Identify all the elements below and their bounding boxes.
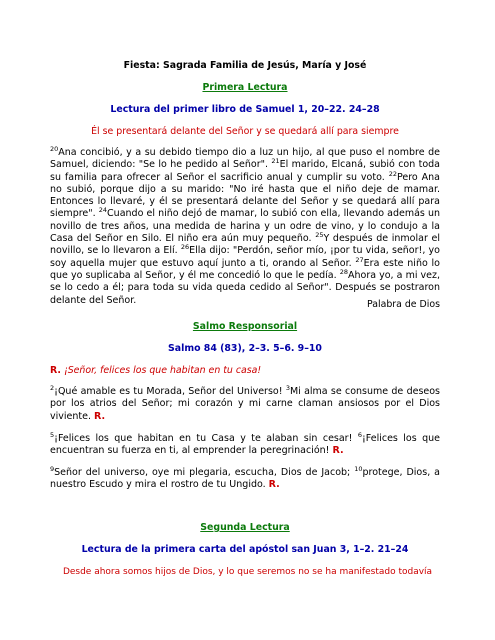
verse-text: ¡Felices los que habitan en tu Casa y te alaban sin cesar! xyxy=(54,433,358,444)
verse-number: 21 xyxy=(271,157,280,166)
first-reading-antiphon: Él se presentará delante del Señor y se quedará allí para siempre xyxy=(91,126,399,137)
verse-number: 10 xyxy=(354,464,363,473)
verse-text: ¡Felices los que encuentran su fuerza en ti, al emprender la peregrinación! xyxy=(50,433,441,457)
verse-number: 28 xyxy=(339,267,348,276)
psalm-heading: Salmo Responsorial xyxy=(192,321,298,332)
verse-text: Ella dijo: "Perdón, señor mío, ¡por tu vida, señor!, yo soy aquella mujer que estuvo aquí junto a ti, orando al Señor. xyxy=(50,245,440,269)
first-reading-heading: Primera Lectura xyxy=(202,82,288,93)
verse-text: protege, Dios, a nuestro Escudo y mira el rostro de tu Ungido. xyxy=(50,467,440,491)
verse-text: Era este niño lo que yo suplicaba al Señor, y él me concedió lo que le pedía. xyxy=(50,257,440,281)
verse-text: Señor del universo, oye mi plegaria, escucha, Dios de Jacob; xyxy=(54,467,355,478)
verse-number: 27 xyxy=(355,255,364,264)
second-reading-antiphon: Desde ahora somos hijos de Dios, y lo que seremos no se ha manifestado todavía xyxy=(62,567,433,577)
second-reading-reference: Lectura de la primera carta del apóstol san Juan 3, 1–2. 21–24 xyxy=(81,544,409,555)
verse-text: Ana concibió, y a su debido tiempo dio a luz un hijo, al que puso el nombre de Samuel, diciendo: "Se lo he pedido al Señor". xyxy=(50,147,440,171)
response-marker: R. xyxy=(332,445,344,457)
first-reading-closing: Palabra de Dios xyxy=(367,299,440,310)
verse-text: El marido, Elcaná, subió con toda su familia para ofrecer al Señor el sacrificio anual y cumplir su voto. xyxy=(50,159,440,183)
verse-text: Ahora yo, a mi vez, se lo cedo a él; para toda su vida queda cedido al Señor". Después se postraron delante del Señor. xyxy=(50,269,441,306)
psalm-stanza-1 xyxy=(50,383,440,423)
verse-number: 5 xyxy=(50,430,55,439)
verse-number: 25 xyxy=(315,230,324,239)
verse-number: 20 xyxy=(50,144,59,153)
response-marker: R. xyxy=(268,479,280,491)
verse-text: Cuando el niño dejó de mamar, lo subió con ella, llevando además un novillo de tres años, una medida de harina y un odre de vino, y lo condujo a la Casa del Señor en Silo. El niño era aún muy pequeño. xyxy=(50,208,441,245)
verse-text: ¡Qué amable es tu Morada, Señor del Universo! xyxy=(54,386,286,397)
verse-number: 6 xyxy=(357,430,362,439)
response-marker: R. xyxy=(94,410,106,422)
verse-number: 3 xyxy=(285,383,290,392)
first-reading-text xyxy=(50,144,441,307)
verse-text: Mi alma se consume de deseos por los atrios del Señor; mi corazón y mi carne claman ansiosos por el Dios viviente. xyxy=(50,386,440,422)
response-label: R. xyxy=(50,365,61,376)
psalm-reference: Salmo 84 (83), 2–3. 5–6. 9–10 xyxy=(168,343,322,354)
verse-number: 9 xyxy=(50,464,55,473)
second-reading-heading: Segunda Lectura xyxy=(200,522,290,533)
psalm-response xyxy=(50,365,440,377)
response-text: ¡Señor, felices los que habitan en tu casa! xyxy=(60,365,262,376)
verse-text: Pero Ana no subió, porque dijo a su marido: "No iré hasta que el niño deje de mamar. Entonces lo llevaré, y él se presentará delante del Señor y se quedará allí para siempre". xyxy=(50,171,441,220)
psalm-stanza-3 xyxy=(50,464,440,492)
verse-number: 26 xyxy=(180,243,190,252)
feast-title: Fiesta: Sagrada Familia de Jesús, María y José xyxy=(123,60,367,71)
verse-number: 22 xyxy=(388,169,397,178)
verse-number: 24 xyxy=(98,206,108,215)
verse-text: Y después de inmolar el novillo, se lo llevaron a Elí. xyxy=(50,233,440,257)
first-reading-reference: Lectura del primer libro de Samuel 1, 20–22. 24–28 xyxy=(110,104,380,115)
verse-number: 2 xyxy=(50,383,55,392)
psalm-stanza-2 xyxy=(50,430,441,458)
